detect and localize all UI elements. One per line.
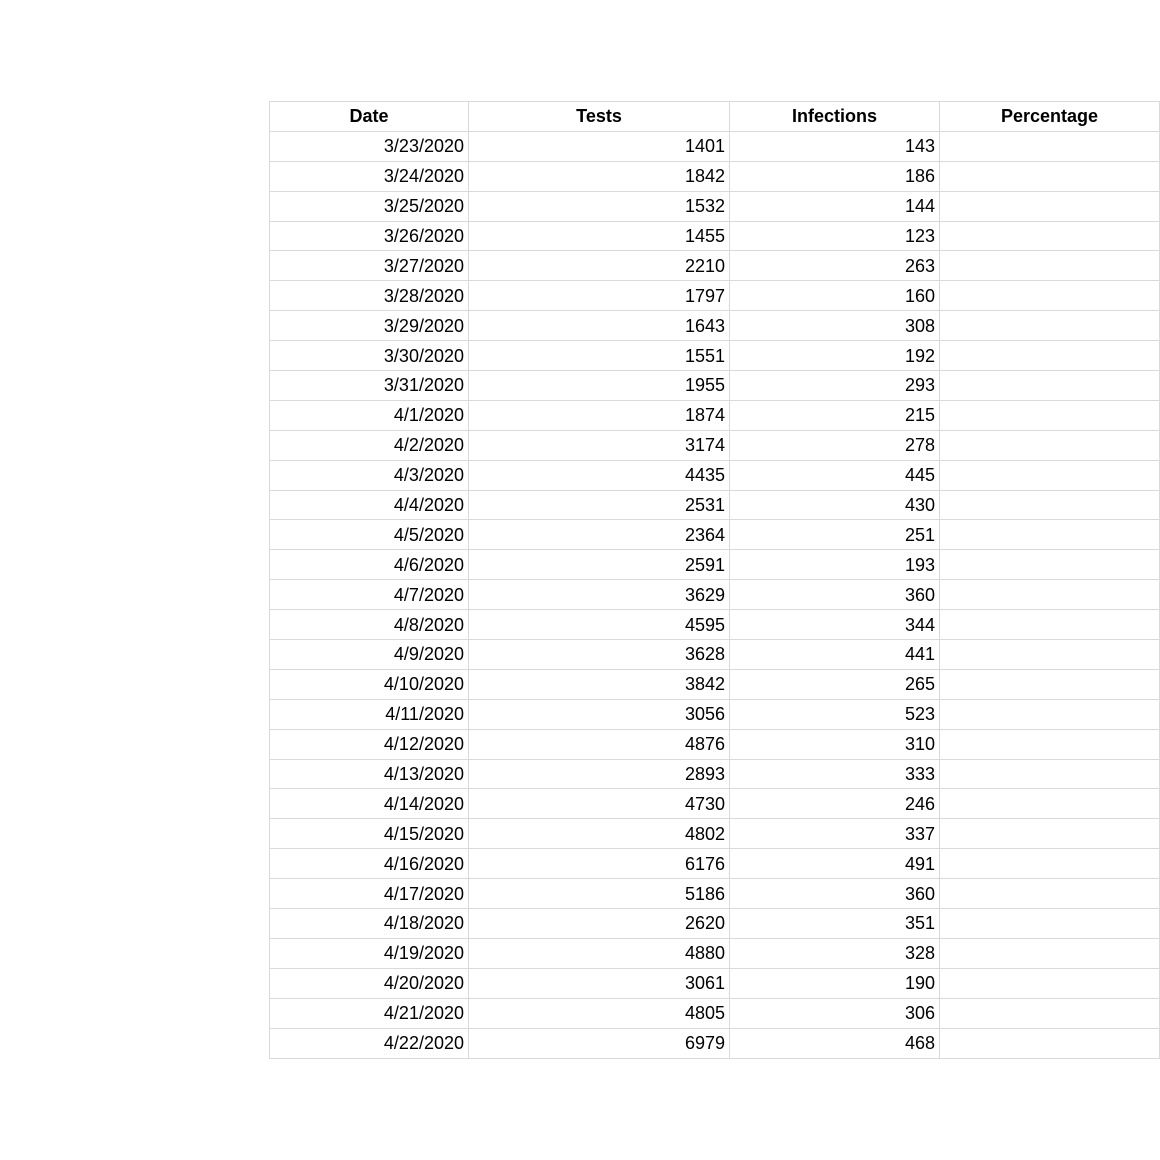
tests-cell[interactable]: 3628 xyxy=(469,640,730,670)
date-cell[interactable]: 3/24/2020 xyxy=(270,161,469,191)
date-cell[interactable]: 4/18/2020 xyxy=(270,909,469,939)
infections-cell[interactable]: 306 xyxy=(730,998,940,1028)
tests-cell[interactable]: 4880 xyxy=(469,938,730,968)
percentage-cell[interactable] xyxy=(940,879,1160,909)
infections-cell[interactable]: 160 xyxy=(730,281,940,311)
percentage-cell[interactable] xyxy=(940,968,1160,998)
date-cell[interactable]: 4/2/2020 xyxy=(270,430,469,460)
date-cell[interactable]: 4/4/2020 xyxy=(270,490,469,520)
date-cell[interactable]: 4/6/2020 xyxy=(270,550,469,580)
table-row xyxy=(270,580,1160,610)
tests-cell[interactable]: 2620 xyxy=(469,909,730,939)
infections-cell[interactable]: 328 xyxy=(730,938,940,968)
tests-cell[interactable]: 4805 xyxy=(469,998,730,1028)
header-tests[interactable]: Tests xyxy=(469,102,730,132)
date-cell[interactable]: 3/28/2020 xyxy=(270,281,469,311)
tests-cell[interactable]: 4802 xyxy=(469,819,730,849)
table-row xyxy=(270,281,1160,311)
date-cell[interactable]: 4/7/2020 xyxy=(270,580,469,610)
date-cell[interactable]: 4/3/2020 xyxy=(270,460,469,490)
tests-cell[interactable]: 1551 xyxy=(469,341,730,371)
date-cell[interactable]: 4/5/2020 xyxy=(270,520,469,550)
percentage-cell[interactable] xyxy=(940,938,1160,968)
percentage-cell[interactable] xyxy=(940,640,1160,670)
infections-cell[interactable]: 310 xyxy=(730,729,940,759)
date-cell[interactable]: 3/31/2020 xyxy=(270,371,469,401)
date-cell[interactable]: 4/1/2020 xyxy=(270,400,469,430)
infections-cell[interactable]: 215 xyxy=(730,400,940,430)
table-header xyxy=(270,102,1160,132)
date-cell[interactable]: 3/23/2020 xyxy=(270,131,469,161)
table-row xyxy=(270,490,1160,520)
infections-cell[interactable]: 265 xyxy=(730,669,940,699)
tests-cell[interactable]: 1455 xyxy=(469,221,730,251)
percentage-cell[interactable] xyxy=(940,460,1160,490)
table-row xyxy=(270,968,1160,998)
tests-cell[interactable]: 3174 xyxy=(469,430,730,460)
table-row xyxy=(270,909,1160,939)
tests-cell[interactable]: 6979 xyxy=(469,1028,730,1058)
tests-cell[interactable]: 1955 xyxy=(469,371,730,401)
table-body xyxy=(270,131,1160,1058)
date-cell[interactable]: 4/11/2020 xyxy=(270,699,469,729)
tests-cell[interactable]: 3056 xyxy=(469,699,730,729)
percentage-cell[interactable] xyxy=(940,699,1160,729)
tests-cell[interactable]: 1874 xyxy=(469,400,730,430)
percentage-cell[interactable] xyxy=(940,221,1160,251)
header-infections[interactable]: Infections xyxy=(730,102,940,132)
percentage-cell[interactable] xyxy=(940,550,1160,580)
tests-cell[interactable]: 1797 xyxy=(469,281,730,311)
table-row xyxy=(270,759,1160,789)
table-row xyxy=(270,669,1160,699)
percentage-cell[interactable] xyxy=(940,610,1160,640)
infections-cell[interactable]: 293 xyxy=(730,371,940,401)
date-cell[interactable]: 4/15/2020 xyxy=(270,819,469,849)
date-cell[interactable]: 4/12/2020 xyxy=(270,729,469,759)
table-row xyxy=(270,699,1160,729)
tests-cell[interactable]: 2364 xyxy=(469,520,730,550)
infections-cell[interactable]: 351 xyxy=(730,909,940,939)
infections-cell[interactable]: 337 xyxy=(730,819,940,849)
infections-cell[interactable]: 192 xyxy=(730,341,940,371)
tests-cell[interactable]: 1643 xyxy=(469,311,730,341)
percentage-cell[interactable] xyxy=(940,161,1160,191)
tests-cell[interactable]: 4595 xyxy=(469,610,730,640)
table-row xyxy=(270,430,1160,460)
infections-cell[interactable]: 445 xyxy=(730,460,940,490)
infections-cell[interactable]: 246 xyxy=(730,789,940,819)
date-cell[interactable]: 4/14/2020 xyxy=(270,789,469,819)
header-percentage[interactable]: Percentage xyxy=(940,102,1160,132)
tests-cell[interactable]: 3061 xyxy=(469,968,730,998)
tests-cell[interactable]: 2210 xyxy=(469,251,730,281)
infections-cell[interactable]: 468 xyxy=(730,1028,940,1058)
percentage-cell[interactable] xyxy=(940,819,1160,849)
table-row xyxy=(270,191,1160,221)
header-row xyxy=(270,102,1160,132)
tests-cell[interactable]: 1401 xyxy=(469,131,730,161)
date-cell[interactable]: 4/22/2020 xyxy=(270,1028,469,1058)
table-row xyxy=(270,251,1160,281)
table-row xyxy=(270,341,1160,371)
date-cell[interactable]: 4/17/2020 xyxy=(270,879,469,909)
infections-cell[interactable]: 491 xyxy=(730,849,940,879)
percentage-cell[interactable] xyxy=(940,490,1160,520)
infections-cell[interactable]: 186 xyxy=(730,161,940,191)
header-date[interactable]: Date xyxy=(270,102,469,132)
tests-cell[interactable]: 4730 xyxy=(469,789,730,819)
infections-cell[interactable]: 441 xyxy=(730,640,940,670)
tests-cell[interactable]: 5186 xyxy=(469,879,730,909)
infections-cell[interactable]: 190 xyxy=(730,968,940,998)
percentage-cell[interactable] xyxy=(940,430,1160,460)
data-table xyxy=(269,101,1160,1059)
infections-cell[interactable]: 144 xyxy=(730,191,940,221)
table-row xyxy=(270,879,1160,909)
table-row xyxy=(270,221,1160,251)
percentage-cell[interactable] xyxy=(940,371,1160,401)
infections-cell[interactable]: 263 xyxy=(730,251,940,281)
table-row xyxy=(270,371,1160,401)
percentage-cell[interactable] xyxy=(940,729,1160,759)
tests-cell[interactable]: 2893 xyxy=(469,759,730,789)
infections-cell[interactable]: 278 xyxy=(730,430,940,460)
percentage-cell[interactable] xyxy=(940,669,1160,699)
date-cell[interactable]: 4/8/2020 xyxy=(270,610,469,640)
infections-cell[interactable]: 123 xyxy=(730,221,940,251)
table-row xyxy=(270,938,1160,968)
date-cell[interactable]: 3/27/2020 xyxy=(270,251,469,281)
date-cell[interactable]: 3/25/2020 xyxy=(270,191,469,221)
percentage-cell[interactable] xyxy=(940,251,1160,281)
date-cell[interactable]: 3/26/2020 xyxy=(270,221,469,251)
table-row xyxy=(270,729,1160,759)
table-row xyxy=(270,1028,1160,1058)
tests-cell[interactable]: 1842 xyxy=(469,161,730,191)
percentage-cell[interactable] xyxy=(940,909,1160,939)
date-cell[interactable]: 4/9/2020 xyxy=(270,640,469,670)
date-cell[interactable]: 3/30/2020 xyxy=(270,341,469,371)
infections-cell[interactable]: 333 xyxy=(730,759,940,789)
tests-cell[interactable]: 1532 xyxy=(469,191,730,221)
percentage-cell[interactable] xyxy=(940,191,1160,221)
tests-cell[interactable]: 6176 xyxy=(469,849,730,879)
table-row xyxy=(270,640,1160,670)
infections-cell[interactable]: 430 xyxy=(730,490,940,520)
tests-cell[interactable]: 4876 xyxy=(469,729,730,759)
date-cell[interactable]: 4/20/2020 xyxy=(270,968,469,998)
table-row xyxy=(270,610,1160,640)
infections-cell[interactable]: 308 xyxy=(730,311,940,341)
tests-cell[interactable]: 2591 xyxy=(469,550,730,580)
table-row xyxy=(270,520,1160,550)
date-cell[interactable]: 4/10/2020 xyxy=(270,669,469,699)
tests-cell[interactable]: 2531 xyxy=(469,490,730,520)
table-row xyxy=(270,550,1160,580)
percentage-cell[interactable] xyxy=(940,759,1160,789)
table-row xyxy=(270,131,1160,161)
infections-cell[interactable]: 251 xyxy=(730,520,940,550)
infections-cell[interactable]: 523 xyxy=(730,699,940,729)
date-cell[interactable]: 4/13/2020 xyxy=(270,759,469,789)
tests-cell[interactable]: 3842 xyxy=(469,669,730,699)
percentage-cell[interactable] xyxy=(940,998,1160,1028)
infections-cell[interactable]: 360 xyxy=(730,879,940,909)
percentage-cell[interactable] xyxy=(940,580,1160,610)
percentage-cell[interactable] xyxy=(940,341,1160,371)
table-row xyxy=(270,460,1160,490)
infections-cell[interactable]: 193 xyxy=(730,550,940,580)
infections-cell[interactable]: 143 xyxy=(730,131,940,161)
tests-cell[interactable]: 4435 xyxy=(469,460,730,490)
date-cell[interactable]: 4/19/2020 xyxy=(270,938,469,968)
table-row xyxy=(270,161,1160,191)
date-cell[interactable]: 4/21/2020 xyxy=(270,998,469,1028)
table-row xyxy=(270,998,1160,1028)
tests-cell[interactable]: 3629 xyxy=(469,580,730,610)
percentage-cell[interactable] xyxy=(940,1028,1160,1058)
date-cell[interactable]: 3/29/2020 xyxy=(270,311,469,341)
table-row xyxy=(270,819,1160,849)
percentage-cell[interactable] xyxy=(940,131,1160,161)
percentage-cell[interactable] xyxy=(940,400,1160,430)
table-row xyxy=(270,311,1160,341)
table-row xyxy=(270,849,1160,879)
percentage-cell[interactable] xyxy=(940,789,1160,819)
table-row xyxy=(270,789,1160,819)
date-cell[interactable]: 4/16/2020 xyxy=(270,849,469,879)
percentage-cell[interactable] xyxy=(940,281,1160,311)
percentage-cell[interactable] xyxy=(940,311,1160,341)
infections-cell[interactable]: 360 xyxy=(730,580,940,610)
infections-cell[interactable]: 344 xyxy=(730,610,940,640)
table-row xyxy=(270,400,1160,430)
percentage-cell[interactable] xyxy=(940,520,1160,550)
percentage-cell[interactable] xyxy=(940,849,1160,879)
